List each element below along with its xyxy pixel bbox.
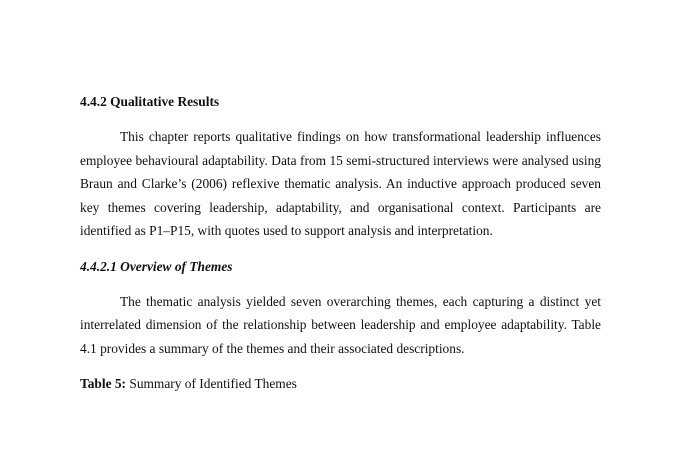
subsection-paragraph: The thematic analysis yielded seven overarching themes, each capturing a distinct yet interrelated dimension of the relationship between leadership and employee adaptability. Table 4.1 provides a summary of the themes and their associated descriptions.: [80, 293, 601, 356]
table-label: Table 5:: [80, 376, 127, 391]
section-heading: 4.4.2 Qualitative Results: [80, 94, 220, 109]
table-caption: [80, 376, 601, 392]
section-paragraph: This chapter reports qualitative findings on how transformational leadership influences employee behavioural adaptability. Data from 15 semi-structured interviews were analysed using Braun and Clarke’s (2006) reflexive thematic analysis. An inductive approach produced seven key themes covering leadership, adaptability, and organisational context. Participants are identified as P1–P15, with quotes used to support analysis and interpretation.: [80, 129, 601, 238]
document-page: [80, 94, 601, 392]
subsection-heading: 4.4.2.1 Overview of Themes: [80, 258, 233, 274]
table-title: Summary of Identified Themes: [129, 376, 297, 391]
